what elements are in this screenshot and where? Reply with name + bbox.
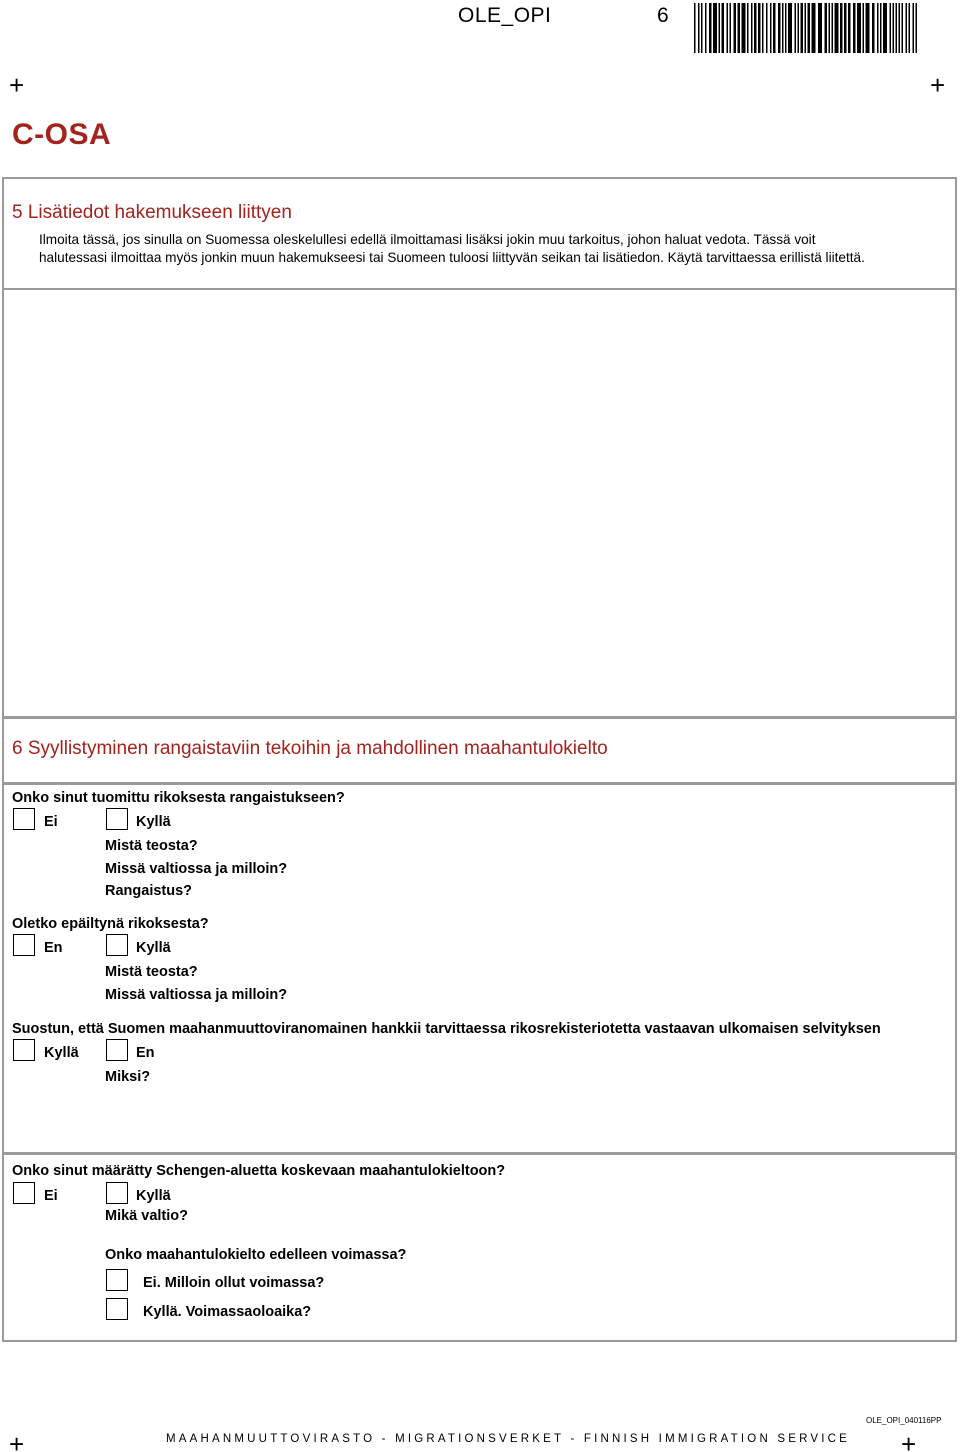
barcode-bar: [742, 3, 746, 53]
barcode-bar: [835, 3, 839, 53]
barcode-bar: [899, 3, 901, 53]
barcode-bar: [701, 3, 703, 53]
barcode-bar: [890, 3, 892, 53]
barcode-bar: [738, 3, 741, 53]
suspected-country-date-label: Missä valtiossa ja milloin?: [105, 987, 288, 1003]
footer-agency: MAAHANMUUTTOVIRASTO - MIGRATIONSVERKET - FINNISH IMMIGRATION SERVICE: [166, 1433, 851, 1445]
registration-mark-icon: +: [930, 70, 946, 100]
convicted-sentence-label: Rangaistus?: [105, 883, 193, 899]
convicted-question: Onko sinut tuomittu rikoksesta rangaistukseen?: [12, 790, 345, 806]
barcode-bar: [825, 3, 828, 53]
barcode-bar: [883, 3, 887, 53]
schengen-no-label: Ei: [44, 1188, 58, 1204]
convicted-yes-checkbox[interactable]: [106, 808, 128, 830]
consent-no-label: En: [136, 1045, 155, 1061]
schengen-not-valid-label: Ei. Milloin ollut voimassa?: [143, 1275, 325, 1291]
registration-mark-icon: +: [9, 70, 25, 100]
barcode-bar: [730, 3, 732, 53]
barcode-bar: [877, 3, 879, 53]
barcode-bar: [762, 3, 764, 53]
section-title: C-OSA: [12, 118, 112, 151]
suspected-yes-label: Kyllä: [136, 940, 171, 956]
barcode-bar: [848, 3, 851, 53]
barcode-bar: [727, 3, 729, 53]
barcode-bar: [788, 3, 792, 53]
registration-mark-icon: +: [901, 1429, 917, 1452]
document-code: OLE_OPI_040116PP: [866, 1416, 942, 1425]
barcode-bar: [812, 3, 816, 53]
barcode-bar: [778, 3, 781, 53]
registration-mark-icon: +: [9, 1429, 25, 1452]
convicted-no-checkbox[interactable]: [13, 808, 35, 830]
barcode-bar: [902, 3, 904, 53]
suspected-no-checkbox[interactable]: [13, 934, 35, 956]
barcode-bar: [713, 3, 717, 53]
barcode-bar: [709, 3, 712, 53]
barcode-bar: [808, 3, 811, 53]
barcode-bar: [751, 3, 753, 53]
barcode-bar: [913, 3, 915, 53]
barcode-bar: [766, 3, 768, 53]
barcode-bar: [782, 3, 784, 53]
convicted-yes-label: Kyllä: [136, 814, 171, 830]
barcode-bar: [785, 3, 787, 53]
schengen-question: Onko sinut määrätty Schengen-aluetta koskevaan maahantulokieltoon?: [12, 1163, 506, 1179]
barcode-bar: [818, 3, 822, 53]
barcode-bar: [857, 3, 861, 53]
convicted-offence-label: Mistä teosta?: [105, 838, 198, 854]
suspected-no-label: En: [44, 940, 63, 956]
barcode-bar: [770, 3, 772, 53]
barcode-bar: [840, 3, 843, 53]
barcode-bar: [705, 3, 707, 53]
consent-yes-label: Kyllä: [44, 1045, 79, 1061]
suspected-question: Oletko epäiltynä rikoksesta?: [12, 916, 209, 932]
barcode-bar: [734, 3, 737, 53]
barcode-bar: [798, 3, 800, 53]
schengen-yes-checkbox[interactable]: [106, 1182, 128, 1204]
page-number: 6: [657, 4, 669, 27]
consent-question: Suostun, että Suomen maahanmuuttoviranomainen hankkii tarvittaessa rikosrekisteriotetta vastaavan ulkomaisen selvityksen: [12, 1021, 881, 1037]
consent-reason-label: Miksi?: [105, 1069, 151, 1085]
barcode-bar: [880, 3, 882, 53]
schengen-valid-label: Kyllä. Voimassaoloaika?: [143, 1304, 312, 1320]
q6-title: 6 Syyllistyminen rangaistaviin tekoihin ja mahdollinen maahantulokielto: [12, 738, 608, 759]
consent-no-checkbox[interactable]: [106, 1039, 128, 1061]
schengen-still-valid-question: Onko maahantulokielto edelleen voimassa?: [105, 1247, 407, 1263]
barcode-bar: [754, 3, 757, 53]
barcode-bar: [698, 3, 700, 53]
schengen-country-label: Mikä valtio?: [105, 1208, 188, 1224]
barcode-icon: [692, 3, 920, 53]
convicted-no-label: Ei: [44, 814, 58, 830]
barcode-bar: [909, 3, 911, 53]
schengen-valid-checkbox[interactable]: [106, 1298, 128, 1320]
barcode-bar: [832, 3, 834, 53]
barcode-bar: [896, 3, 898, 53]
barcode-bar: [916, 3, 918, 53]
q5-text-area[interactable]: [2, 288, 957, 718]
barcode-bar: [829, 3, 831, 53]
barcode-bar: [853, 3, 856, 53]
barcode-bar: [719, 3, 721, 53]
consent-yes-checkbox[interactable]: [13, 1039, 35, 1061]
barcode-bar: [795, 3, 797, 53]
barcode-bar: [722, 3, 725, 53]
q5-intro-line2: halutessasi ilmoittaa myös jonkin muun hakemukseesi tai Suomeen tuloosi liittyvän seikan tai lisätiedon. Käytä tarvittaessa erillistä liitettä.: [39, 250, 865, 265]
schengen-no-checkbox[interactable]: [13, 1182, 35, 1204]
barcode-bar: [773, 3, 776, 53]
convicted-country-date-label: Missä valtiossa ja milloin?: [105, 861, 288, 877]
barcode-bar: [758, 3, 761, 53]
schengen-not-valid-checkbox[interactable]: [106, 1269, 128, 1291]
barcode-bar: [801, 3, 804, 53]
suspected-offence-label: Mistä teosta?: [105, 964, 198, 980]
schengen-yes-label: Kyllä: [136, 1188, 171, 1204]
q5-intro-line1: Ilmoita tässä, jos sinulla on Suomessa oleskelullesi edellä ilmoittamasi lisäksi jokin muu tarkoitus, johon haluat vedota. Tässä voit: [39, 232, 816, 247]
barcode-bar: [906, 3, 908, 53]
barcode-bar: [747, 3, 749, 53]
barcode-bar: [866, 3, 870, 53]
barcode-bar: [893, 3, 895, 53]
barcode-bar: [805, 3, 807, 53]
barcode-bar: [844, 3, 847, 53]
form-code: OLE_OPI: [458, 4, 552, 27]
barcode-bar: [872, 3, 875, 53]
barcode-bar: [863, 3, 865, 53]
q5-title: 5 Lisätiedot hakemukseen liittyen: [12, 202, 292, 223]
barcode-bar: [694, 3, 696, 53]
suspected-yes-checkbox[interactable]: [106, 934, 128, 956]
